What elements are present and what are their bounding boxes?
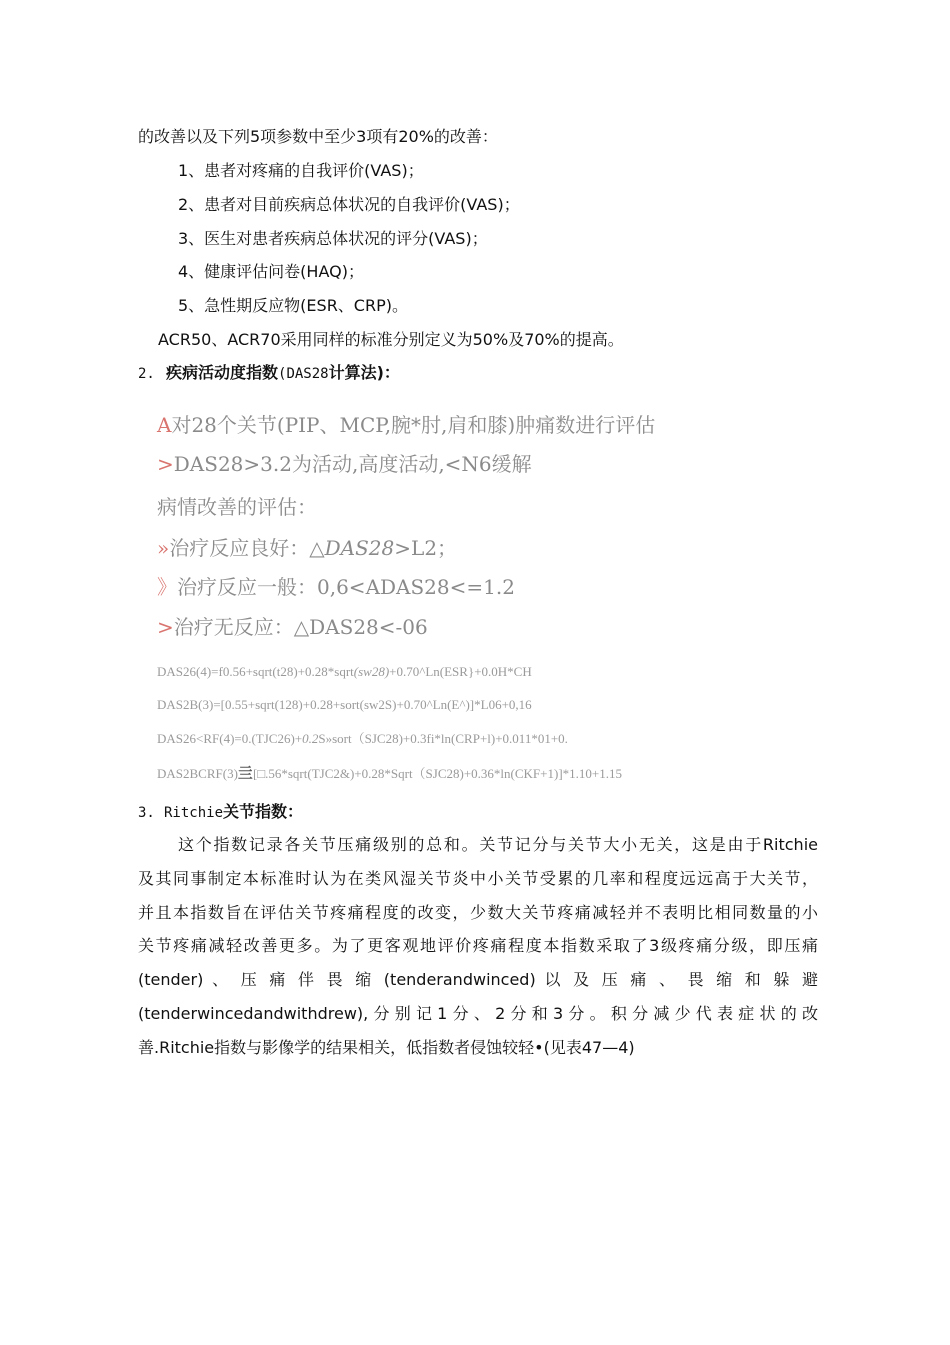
ritchie-line-7: 善.Ritchie指数与影像学的结果相关，低指数者侵蚀较轻•(见表47—4) (138, 1038, 635, 1057)
formula-1-b: (sw28) (353, 664, 390, 679)
section-2-title: 疾病活动度指数 (166, 363, 279, 382)
section-3-number: 3. (138, 805, 155, 821)
acr-note: ACR50、ACR70采用同样的标准分别定义为50%及70%的提高。 (158, 330, 624, 349)
slide-bullet-5: 》 (157, 575, 177, 599)
slide-line-3: 病情改善的评估： (157, 495, 317, 519)
formula-2: DAS2B(3)=[0.55+sqrt(128)+0.28+sort(sw2S)+0.70^Ln(E^)]*L06+0,16 (157, 697, 532, 712)
criteria-item-3: 3、医生对患者疾病总体状况的评分(VAS)； (178, 229, 488, 248)
section-2-number: 2. (138, 366, 155, 382)
slide-line-6-text: 治疗无反应：△DAS28<-06 (173, 615, 428, 639)
section-2-heading (138, 363, 818, 384)
formula-1 (157, 664, 532, 680)
ritchie-line-2: 及其同事制定本标准时认为在类风湿关节炎中小关节受累的几率和程度远远高于大关节， (138, 869, 818, 888)
ritchie-line-5: (tender) 、 压 痛 伴 畏 缩 (tenderandwinced) 以 及 压 痛 、 畏 缩 和 躲 避 (138, 970, 818, 989)
formula-3-b: 0.2 (302, 731, 319, 746)
formula-3-a: DAS26<RF(4)=0.(TJC26)+ (157, 731, 303, 746)
formula-4-a: DAS2BCRF(3) (157, 766, 238, 781)
criteria-item-1: 1、患者对疼痛的自我评价(VAS)； (178, 161, 424, 180)
slide-line-4-text: 治疗反应良好： (169, 536, 310, 560)
section-3-heading (138, 802, 818, 823)
formula-4-b: [□.56*sqrt(TJC2&)+0.28*Sqrt（SJC28)+0.36*ln(CKF+1)]*1.10+1.15 (252, 766, 622, 781)
formula-3-c: S»sort（SJC28)+0.3fi*ln(CRP+l)+0.011*01+0. (318, 731, 568, 746)
slide-bullet-4: » (157, 536, 170, 560)
formula-3 (157, 731, 568, 747)
slide-line-1 (157, 412, 655, 438)
ritchie-line-1: 这个指数记录各关节压痛级别的总和。关节记分与关节大小无关，这是由于Ritchie (178, 835, 818, 854)
section-2-title-paren: (DAS28 (278, 366, 329, 382)
section-3-title-mono: Ritchie (164, 805, 224, 821)
slide-line-2-text: DAS28>3.2为活动,高度活动,<N6缓解 (173, 452, 532, 476)
section-3-title-rest: 关节指数： (223, 802, 304, 821)
criteria-item-2: 2、患者对目前疾病总体状况的自我评价(VAS)； (178, 195, 520, 214)
criteria-item-5: 5、急性期反应物(ESR、CRP)。 (178, 296, 408, 315)
intro-line: 的改善以及下列5项参数中至少3项有20%的改善： (138, 127, 498, 146)
slide-line-5-text: 治疗反应一般：0,6<ADAS28<=1.2 (177, 575, 515, 599)
slide-line-1-text: 对28个关节(PIP、MCP,腕*肘,肩和膝)肿痛数进行评估 (171, 413, 656, 437)
slide-line-5 (157, 574, 515, 600)
criteria-item-4: 4、健康评估问卷(HAQ)； (178, 262, 364, 281)
slide-line-4-tail: L2； (411, 536, 458, 560)
formula-1-c: +0.70^Ln(ESR}+0.0H*CH (389, 664, 532, 679)
slide-bullet-6: > (157, 615, 174, 639)
slide-bullet-2: > (157, 452, 174, 476)
section-2-title-suffix: 计算法)： (328, 363, 400, 382)
formula-4 (157, 766, 622, 782)
slide-line-4-italic: △DAS28> (309, 536, 412, 560)
formula-4-symbol: 亖 (237, 766, 253, 782)
formula-1-a: DAS26(4)=f0.56+sqrt(t28)+0.28*sqrt (157, 664, 354, 679)
slide-line-2 (157, 451, 532, 477)
slide-line-4 (157, 535, 457, 561)
ritchie-line-4: 关节疼痛减轻改善更多。为了更客观地评价疼痛程度本指数采取了3级疼痛分级，即压痛 (138, 936, 818, 955)
slide-line-6 (157, 614, 428, 640)
ritchie-line-3: 并且本指数旨在评估关节疼痛程度的改变，少数大关节疼痛减轻并不表明比相同数量的小 (138, 903, 818, 922)
ritchie-line-6: (tenderwincedandwithdrew),分别记1分、2分和3分。积分减少代表症状的改 (138, 1004, 818, 1023)
slide-bullet-1: A (157, 413, 172, 437)
